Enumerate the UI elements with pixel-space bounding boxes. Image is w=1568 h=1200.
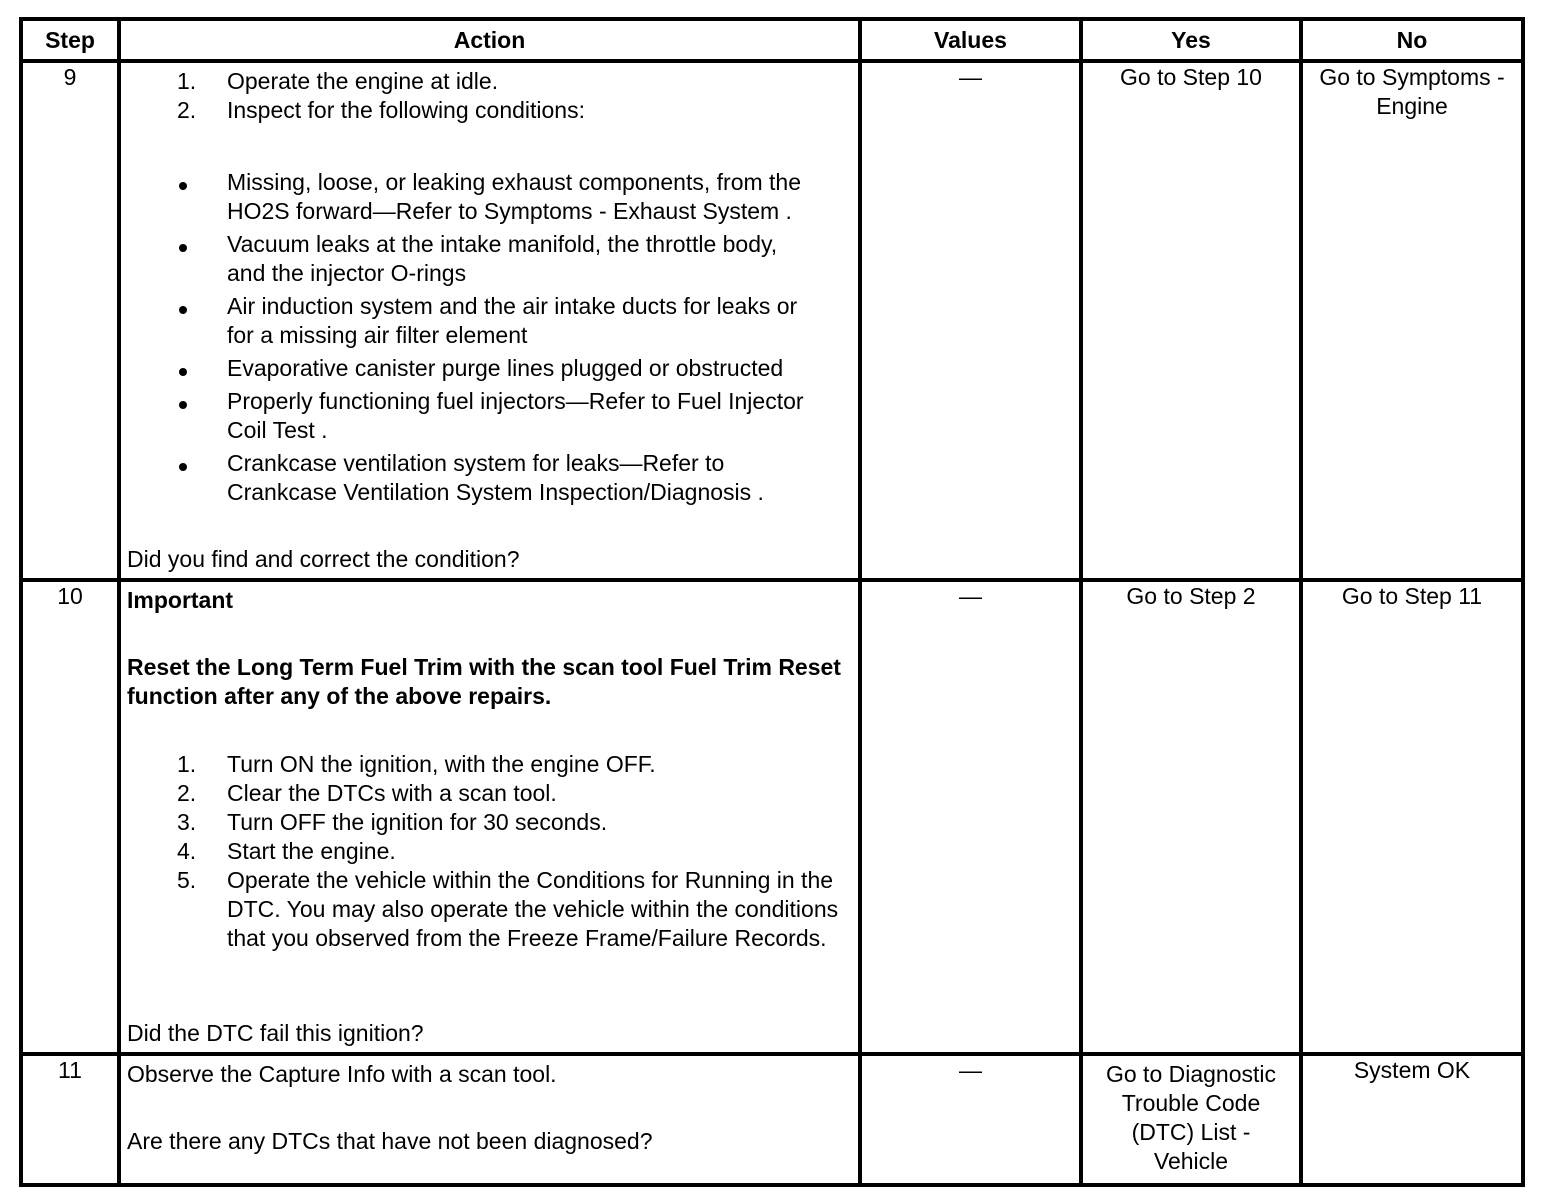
header-step: Step: [21, 19, 119, 61]
header-yes: Yes: [1081, 19, 1301, 61]
list-item: Properly functioning fuel injectors—Refer to Fuel Injector Coil Test .: [127, 387, 852, 445]
step-number: 10: [21, 580, 119, 1054]
step-number: 11: [21, 1054, 119, 1185]
list-item: 5. Operate the vehicle within the Conditions for Running in the DTC. You may also operate the vehicle within the conditions that you observed from the Freeze Frame/Failure Records.: [177, 867, 839, 951]
table-row: [21, 61, 1523, 580]
important-label: Important: [127, 587, 234, 613]
ordered-list: [127, 67, 852, 125]
bullet-icon: [179, 401, 187, 409]
list-item: 1. Operate the engine at idle.: [177, 68, 499, 94]
action-cell: [119, 580, 860, 1054]
list-item: Air induction system and the air intake ducts for leaks or for a missing air filter element: [127, 292, 852, 350]
values-cell: —: [860, 61, 1081, 580]
yes-cell: Go to Step 10: [1081, 61, 1301, 580]
question-text: Did the DTC fail this ignition?: [127, 1020, 424, 1046]
list-item: Crankcase ventilation system for leaks—Refer to Crankcase Ventilation System Inspection/Diagnosis .: [127, 449, 852, 507]
table-row: [21, 580, 1523, 1054]
list-item: Evaporative canister purge lines plugged or obstructed: [127, 354, 852, 383]
bullet-icon: [179, 368, 187, 376]
values-cell: —: [860, 580, 1081, 1054]
no-cell: Go to Symptoms - Engine: [1301, 61, 1523, 580]
yes-cell: Go to Diagnostic Trouble Code (DTC) List - Vehicle: [1081, 1054, 1301, 1185]
no-cell: Go to Step 11: [1301, 580, 1523, 1054]
action-text: Observe the Capture Info with a scan tool.: [127, 1061, 557, 1087]
question-text: Are there any DTCs that have not been diagnosed?: [127, 1128, 653, 1154]
header-values: Values: [860, 19, 1081, 61]
list-item: Missing, loose, or leaking exhaust components, from the HO2S forward—Refer to Symptoms - Exhaust System .: [127, 168, 852, 226]
important-text: Reset the Long Term Fuel Trim with the scan tool Fuel Trim Reset function after any of the above repairs.: [127, 654, 841, 709]
header-no: No: [1301, 19, 1523, 61]
bullet-icon: [179, 244, 187, 252]
table-row: [21, 1054, 1523, 1185]
header-row: [21, 19, 1523, 61]
ordered-list: [127, 750, 852, 953]
action-cell: [119, 1054, 860, 1185]
no-cell: System OK: [1301, 1054, 1523, 1185]
list-item: 4. Start the engine.: [177, 838, 396, 864]
list-item: 2. Clear the DTCs with a scan tool.: [177, 780, 557, 806]
bullet-icon: [179, 306, 187, 314]
question-text: Did you find and correct the condition?: [127, 546, 520, 572]
bullet-list: [127, 168, 852, 511]
action-cell: [119, 61, 860, 580]
bullet-icon: [179, 182, 187, 190]
list-item: Vacuum leaks at the intake manifold, the throttle body, and the injector O-rings: [127, 230, 852, 288]
header-action: Action: [119, 19, 860, 61]
step-number: 9: [21, 61, 119, 580]
list-item: 1. Turn ON the ignition, with the engine OFF.: [177, 751, 656, 777]
values-cell: —: [860, 1054, 1081, 1185]
diagnostic-table: [19, 17, 1525, 1187]
yes-cell: Go to Step 2: [1081, 580, 1301, 1054]
list-item: 3. Turn OFF the ignition for 30 seconds.: [177, 809, 608, 835]
bullet-icon: [179, 463, 187, 471]
list-item: 2. Inspect for the following conditions:: [177, 97, 585, 123]
